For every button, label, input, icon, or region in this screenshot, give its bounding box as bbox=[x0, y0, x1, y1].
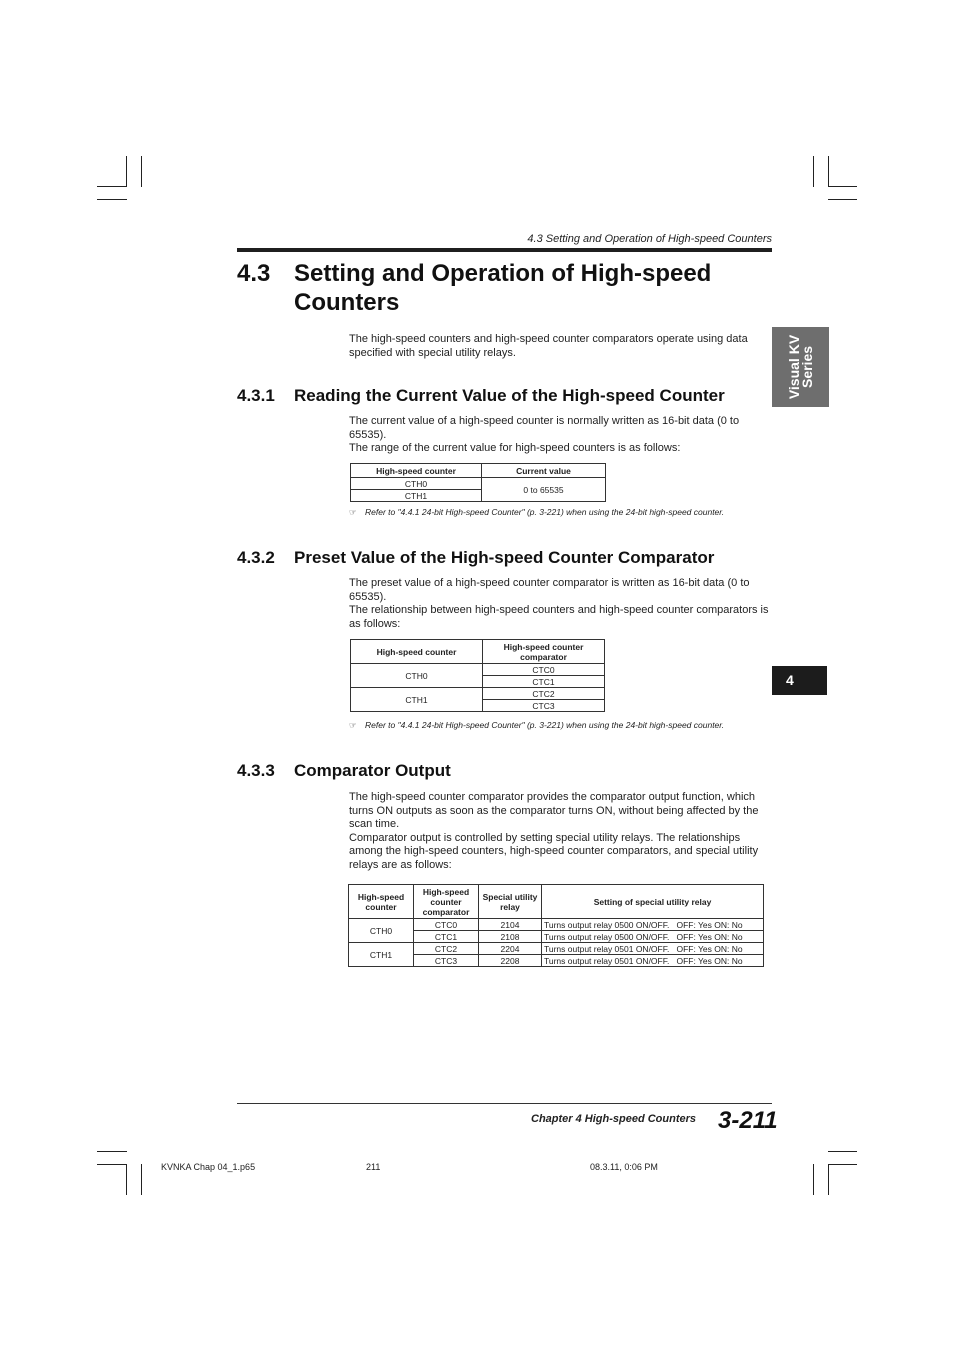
reference-note bbox=[349, 507, 724, 518]
crop-mark bbox=[126, 1164, 127, 1195]
table-cell bbox=[542, 943, 764, 955]
table-header: Setting of special utility relay bbox=[542, 885, 764, 919]
setting-text: Turns output relay 0500 ON/OFF. bbox=[544, 931, 670, 942]
subsection-title: Preset Value of the High-speed Counter Comparator bbox=[294, 548, 715, 567]
paragraph: The high-speed counter comparator provides the comparator output function, which turns ON outputs as soon as the comparator turns ON, without being affected by the scan time. bbox=[349, 791, 759, 830]
crop-mark bbox=[97, 1164, 127, 1165]
table-cell: CTC3 bbox=[483, 700, 605, 712]
table-header: High-speed counter bbox=[351, 640, 483, 664]
crop-mark bbox=[97, 186, 127, 187]
subsection-2-body bbox=[349, 577, 771, 631]
subsection-title: Comparator Output bbox=[294, 761, 451, 780]
table-cell: CTC1 bbox=[483, 676, 605, 688]
subsection-1-body bbox=[349, 415, 771, 456]
crop-mark bbox=[813, 1164, 814, 1195]
subsection-number: 4.3.3 bbox=[237, 761, 275, 780]
crop-mark bbox=[813, 156, 814, 187]
subsection-heading-3 bbox=[237, 761, 451, 781]
subsection-heading-1 bbox=[237, 386, 725, 406]
section-intro-text: The high-speed counters and high-speed counter comparators operate using data specified with special utility relays. bbox=[349, 333, 748, 359]
crop-mark bbox=[141, 156, 142, 187]
crop-mark bbox=[97, 1151, 127, 1152]
table-cell: CTC0 bbox=[414, 919, 479, 931]
chapter-tab: 4 bbox=[772, 666, 827, 695]
section-number: 4.3 bbox=[237, 260, 271, 287]
table-cell: CTC2 bbox=[414, 943, 479, 955]
reference-arrow-icon: ☞ bbox=[349, 720, 357, 730]
table-header: High-speed counter bbox=[351, 464, 482, 478]
table-header: High-speed counter comparator bbox=[414, 885, 479, 919]
table-header: Current value bbox=[482, 464, 606, 478]
paragraph: The preset value of a high-speed counter comparator is written as 16-bit data (0 to 65535). bbox=[349, 577, 750, 603]
table-cell bbox=[542, 955, 764, 967]
reference-note-text: Refer to "4.4.1 24-bit High-speed Counter" (p. 3-221) when using the 24-bit high-speed counter. bbox=[365, 720, 725, 730]
subsection-title: Reading the Current Value of the High-speed Counter bbox=[294, 386, 725, 405]
subsection-heading-2 bbox=[237, 548, 714, 568]
table-cell: CTH1 bbox=[351, 688, 483, 712]
setting-text: Turns output relay 0500 ON/OFF. bbox=[544, 919, 670, 930]
running-head: 4.3 Setting and Operation of High-speed Counters bbox=[527, 233, 772, 245]
crop-mark bbox=[141, 1164, 142, 1195]
footer-chapter-label: Chapter 4 High-speed Counters bbox=[531, 1113, 697, 1125]
table-cell: 2208 bbox=[479, 955, 542, 967]
table-cell: CTC2 bbox=[483, 688, 605, 700]
reference-note-text: Refer to "4.4.1 24-bit High-speed Counter" (p. 3-221) when using the 24-bit high-speed counter. bbox=[365, 507, 725, 517]
table-cell: CTC3 bbox=[414, 955, 479, 967]
crop-mark bbox=[828, 1151, 857, 1152]
reference-arrow-icon: ☞ bbox=[349, 507, 357, 517]
header-rule bbox=[237, 248, 772, 252]
current-value-table bbox=[350, 463, 606, 502]
subsection-number: 4.3.1 bbox=[237, 386, 275, 405]
slug-page: 211 bbox=[366, 1162, 381, 1172]
setting-values: OFF: Yes ON: No bbox=[676, 919, 743, 930]
section-title-text: Setting and Operation of High-speed Counters bbox=[294, 260, 712, 316]
section-intro bbox=[349, 333, 771, 360]
setting-text: Turns output relay 0501 ON/OFF. bbox=[544, 955, 670, 966]
crop-mark bbox=[828, 199, 857, 200]
crop-mark bbox=[126, 156, 127, 187]
table-cell: CTC1 bbox=[414, 931, 479, 943]
setting-values: OFF: Yes ON: No bbox=[676, 931, 743, 942]
subsection-number: 4.3.2 bbox=[237, 548, 275, 567]
table-header: High-speed counter comparator bbox=[483, 640, 605, 664]
setting-values: OFF: Yes ON: No bbox=[676, 955, 743, 966]
table-cell: 2204 bbox=[479, 943, 542, 955]
reference-note bbox=[349, 720, 724, 731]
comparator-table bbox=[350, 639, 605, 712]
table-cell: CTC0 bbox=[483, 664, 605, 676]
slug-file: KVNKA Chap 04_1.p65 bbox=[161, 1162, 256, 1172]
series-side-tab-label: Visual KV Series bbox=[786, 334, 816, 400]
subsection-3-body bbox=[349, 791, 771, 872]
table-cell: CTH1 bbox=[349, 943, 414, 967]
comparator-output-table bbox=[348, 884, 764, 967]
paragraph: Comparator output is controlled by setting special utility relays. The relationships among the high-speed counters, high-speed counter comparators, and special utility relays are as follows: bbox=[349, 831, 759, 871]
table-cell: CTH0 bbox=[351, 664, 483, 688]
table-cell: 2104 bbox=[479, 919, 542, 931]
page-number: 3-211 bbox=[718, 1107, 778, 1134]
crop-mark bbox=[828, 1164, 829, 1195]
table-cell: CTH0 bbox=[349, 919, 414, 943]
crop-mark bbox=[828, 1164, 857, 1165]
series-side-tab bbox=[772, 327, 829, 407]
crop-mark bbox=[828, 186, 857, 187]
crop-mark bbox=[97, 199, 127, 200]
table-cell: 2108 bbox=[479, 931, 542, 943]
setting-text: Turns output relay 0501 ON/OFF. bbox=[544, 943, 670, 954]
table-cell bbox=[542, 931, 764, 943]
paragraph: The relationship between high-speed counters and high-speed counter comparators is as follows: bbox=[349, 604, 769, 630]
paragraph: The current value of a high-speed counter is normally written as 16-bit data (0 to 65535). bbox=[349, 415, 740, 441]
crop-mark bbox=[828, 156, 829, 187]
table-header: High-speed counter bbox=[349, 885, 414, 919]
table-cell: CTH0 bbox=[351, 478, 482, 490]
setting-values: OFF: Yes ON: No bbox=[676, 943, 743, 954]
table-cell bbox=[542, 919, 764, 931]
slug-date: 08.3.11, 0:06 PM bbox=[590, 1162, 658, 1172]
paragraph: The range of the current value for high-speed counters is as follows: bbox=[349, 442, 681, 454]
table-header: Special utility relay bbox=[479, 885, 542, 919]
table-cell: 0 to 65535 bbox=[482, 478, 606, 502]
footer-rule bbox=[237, 1103, 772, 1104]
table-cell: CTH1 bbox=[351, 490, 482, 502]
